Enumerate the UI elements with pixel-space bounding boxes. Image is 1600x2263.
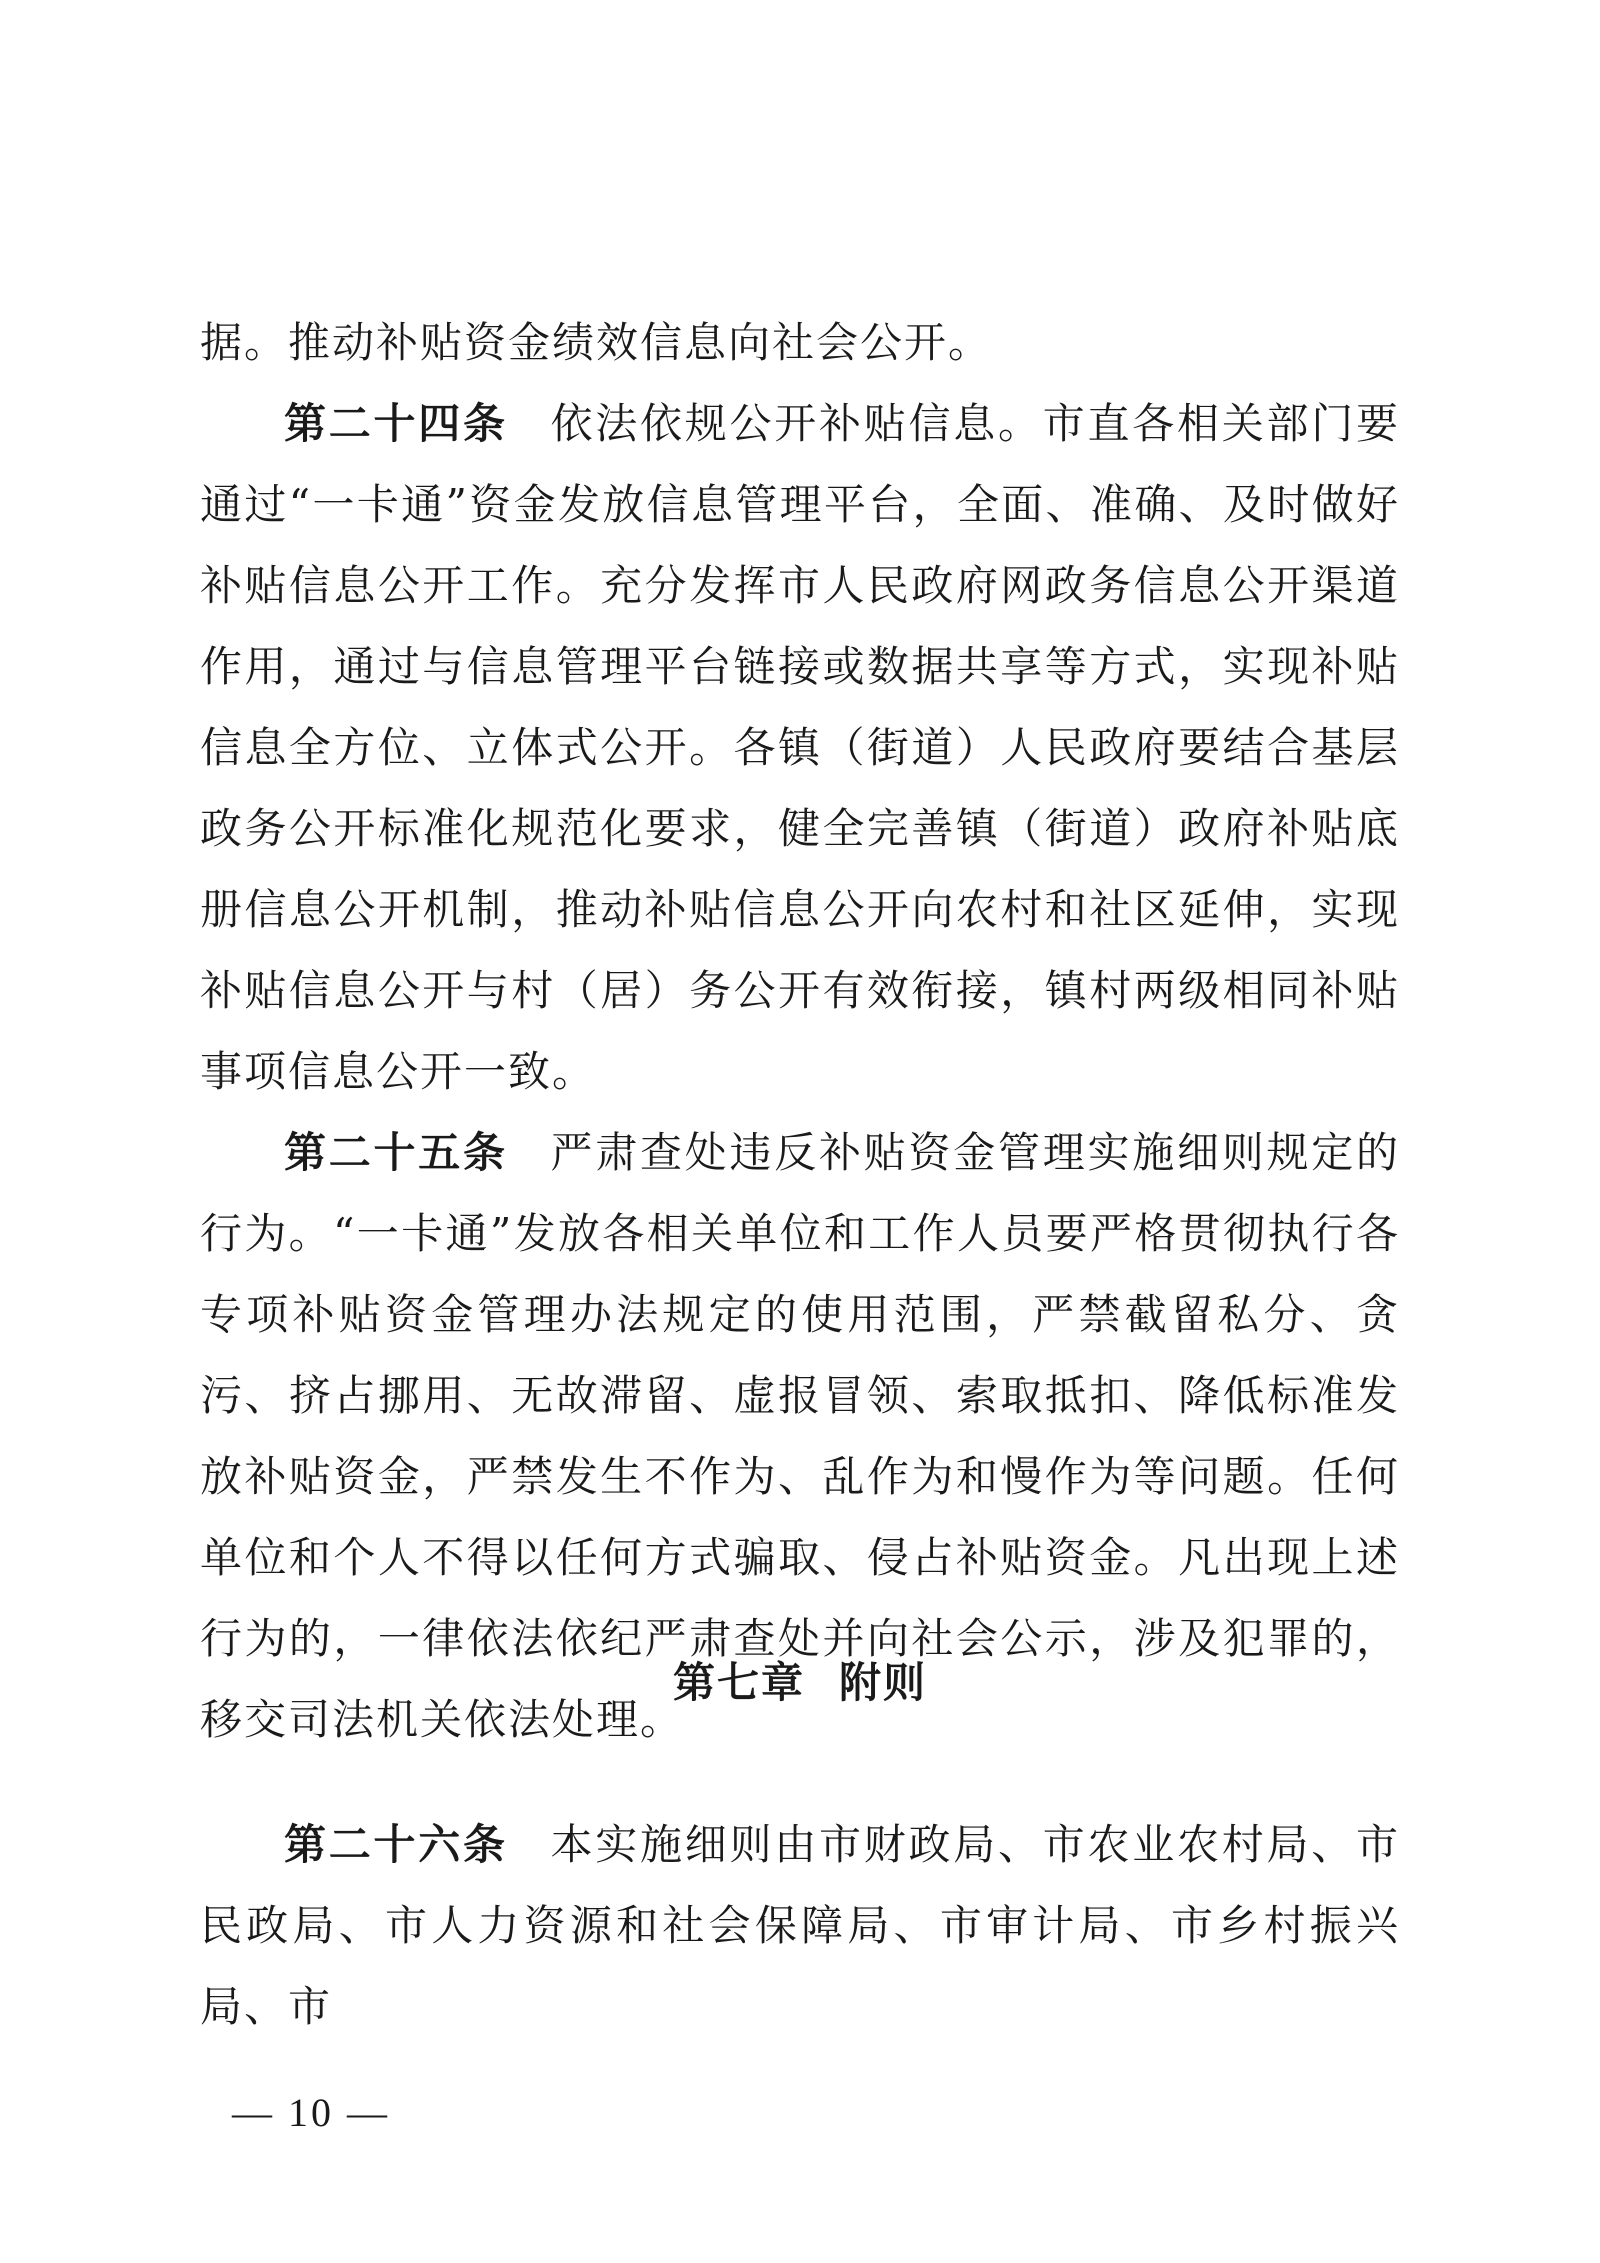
paragraph-text: 据。推动补贴资金绩效信息向社会公开。 [200,318,993,367]
article-26 [200,1804,1400,2047]
chapter-heading [200,1642,1400,1723]
paragraph-continuation [200,302,1400,383]
article-heading: 第二十五条 [284,1128,508,1177]
article-heading: 第二十四条 [284,399,508,448]
article-24 [200,383,1400,1112]
chapter-number: 第七章 [672,1658,805,1707]
body-text-bottom [200,1804,1400,2047]
body-text-top [200,302,1400,1760]
paragraph-text: 依法依规公开补贴信息。市直各相关部门要通过“一卡通”资金发放信息管理平台，全面、准确、及时做好补贴信息公开工作。充分发挥市人民政府网政务信息公开渠道作用，通过与信息管理平台链接或数据共享等方式，实现补贴信息全方位、立体式公开。各镇（街道）人民政府要结合基层政务公开标准化规范化要求，健全完善镇（街道）政府补贴底册信息公开机制，推动补贴信息公开向农村和社区延伸，实现补贴信息公开与村（居）务公开有效衔接，镇村两级相同补贴事项信息公开一致。 [200,399,1400,1096]
page-number: — 10 — [232,2090,390,2135]
chapter-title: 附则 [839,1658,928,1707]
article-heading: 第二十六条 [284,1820,508,1869]
paragraph-text: 本实施细则由市财政局、市农业农村局、市民政局、市人力资源和社会保障局、市审计局、市乡村振兴局、市 [200,1820,1400,2031]
paragraph-text: 严肃查处违反补贴资金管理实施细则规定的行为。“一卡通”发放各相关单位和工作人员要严格贯彻执行各专项补贴资金管理办法规定的使用范围，严禁截留私分、贪污、挤占挪用、无故滞留、虚报冒领、索取抵扣、降低标准发放补贴资金，严禁发生不作为、乱作为和慢作为等问题。任何单位和个人不得以任何方式骗取、侵占补贴资金。凡出现上述行为的，一律依法依纪严肃查处并向社会公示，涉及犯罪的，移交司法机关依法处理。 [200,1128,1400,1744]
